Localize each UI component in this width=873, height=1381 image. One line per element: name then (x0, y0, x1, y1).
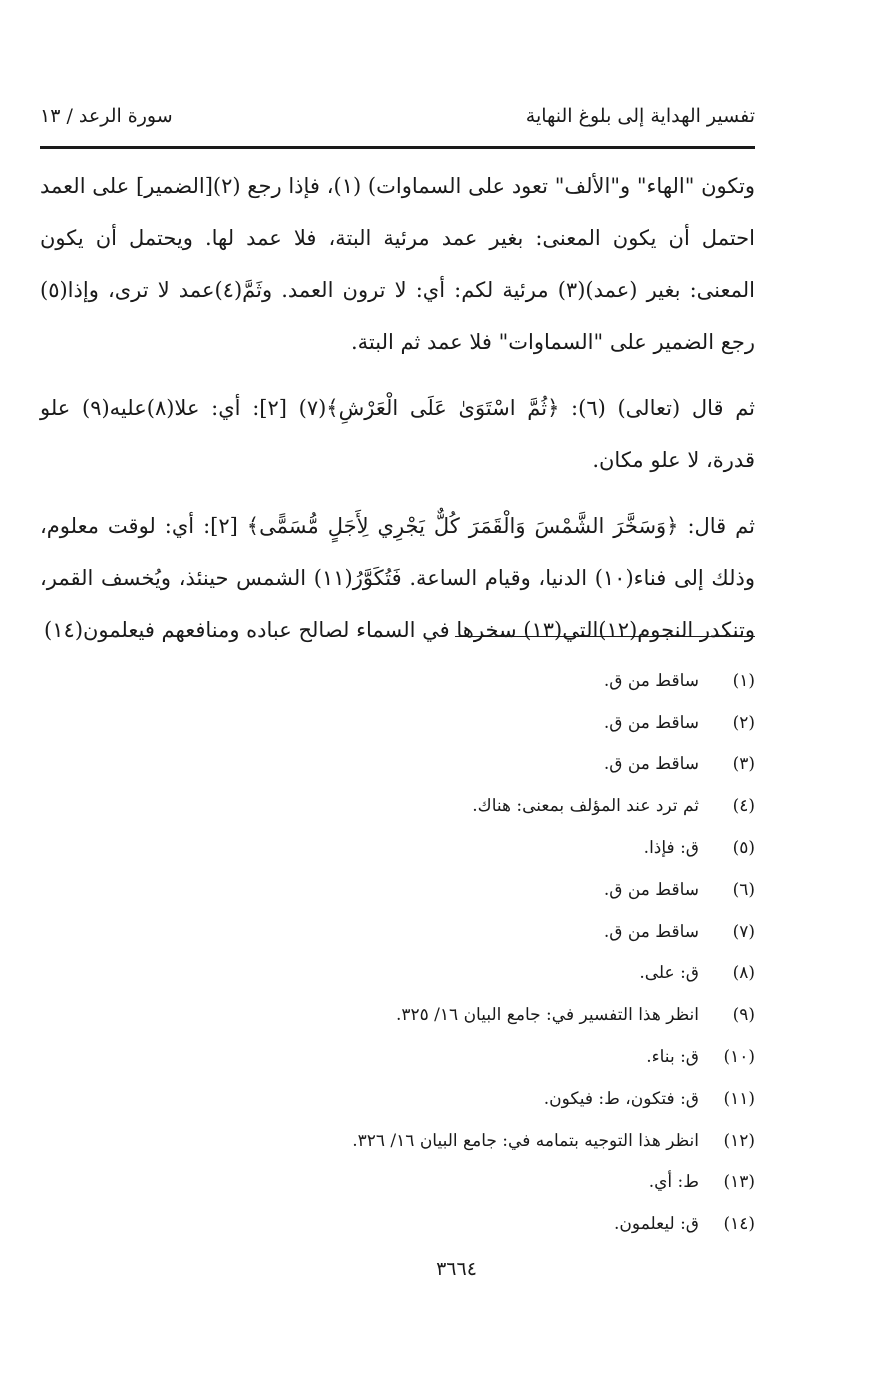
paragraph: وتكون "الهاء" و"الألف" تعود على السماوات) (١)، فإذا رجع (٢)[الضمير] على العمد احتمل أن يكون المعنى: بغير عمد مرئية البتة، فلا عمد لها. ويحتمل أن يكون المعنى: بغير (عمد)(٣) مرئية لكم: أي: لا ترون العمد. وثَمَّ(٤)عمد لا ترى، وإذا(٥) رجع الضمير على "السماوات" فلا عمد ثم البتة. (40, 174, 755, 354)
footnote-text: ط: أي. (648, 1172, 699, 1193)
footnote (40, 702, 755, 744)
page-number: ٣٦٦٤ (436, 1258, 477, 1280)
footnote (40, 1078, 755, 1120)
footnote (40, 1162, 755, 1204)
book-title: تفسير الهداية إلى بلوغ النهاية (525, 105, 755, 127)
footnote-text: ساقط من ق. (603, 879, 699, 900)
footnote (40, 785, 755, 827)
footnote-number: (٩) (732, 1005, 755, 1026)
surah-reference: سورة الرعد / ١٣ (40, 105, 173, 127)
footnote-text: ق: بناء. (646, 1047, 699, 1068)
header-divider (40, 146, 755, 149)
footnote-number: (١١) (723, 1088, 755, 1109)
footnote-number: (١٣) (723, 1172, 755, 1193)
footnote-text: انظر هذا التوجيه بتمامه في: جامع البيان ١٦/ ٣٢٦. (352, 1130, 699, 1151)
footnote (40, 994, 755, 1036)
footnote-number: (٣) (732, 754, 755, 775)
footnote-text: ساقط من ق. (603, 754, 699, 775)
footnote (40, 827, 755, 869)
footnote (40, 1203, 755, 1245)
footnote-text: ق: فتكون، ط: فيكون. (543, 1088, 699, 1109)
main-text (40, 160, 755, 670)
footnote-number: (٤) (732, 796, 755, 817)
footnote-text: ساقط من ق. (603, 921, 699, 942)
footnote-text: ساقط من ق. (603, 670, 699, 691)
footnote-number: (١٤) (723, 1214, 755, 1235)
footnote (40, 869, 755, 911)
footnote-number: (١٢) (723, 1130, 755, 1151)
footnote (40, 953, 755, 995)
paragraph: ثم قال (تعالى) (٦): ﴿ثُمَّ اسْتَوَىٰ عَلَى الْعَرْشِ﴾(٧) [٢]: أي: علا(٨)عليه(٩) علو قدرة، لا علو مكان. (40, 396, 756, 472)
footnote-number: (٨) (732, 963, 755, 984)
footnote-text: ق: فإذا. (643, 838, 699, 859)
footnote (40, 1036, 755, 1078)
footnote-number: (١٠) (723, 1047, 755, 1068)
footnote-text: انظر هذا التفسير في: جامع البيان ١٦/ ٣٢٥. (395, 1005, 699, 1026)
footnote-text: ق: ليعلمون. (614, 1214, 699, 1235)
footnote-divider (455, 636, 755, 637)
footnote-number: (٧) (732, 921, 755, 942)
footnote-number: (٥) (732, 838, 755, 859)
paragraph: ثم قال: ﴿وَسَخَّرَ الشَّمْسَ وَالْقَمَرَ كُلٌّ يَجْرِي لِأَجَلٍ مُّسَمًّى﴾ [٢]: أي: لوقت معلوم، وذلك إلى فناء(١٠) الدنيا، وقيام الساعة. فَتُكَوَّرُ(١١) الشمس حينئذ، ويُخسف القمر، وتنكدر النجوم(١٢)التي(١٣) سخرها في السماء لصالح عباده ومنافعهم فيعلمون(١٤) (40, 514, 755, 642)
footnote (40, 744, 755, 786)
footnote-number: (٦) (732, 879, 755, 900)
footnote-text: ق: على. (639, 963, 699, 984)
footnote (40, 1120, 755, 1162)
running-header (40, 96, 755, 136)
footnote (40, 911, 755, 953)
footnote (40, 660, 755, 702)
footnote-text: ثم ترد عند المؤلف بمعنى: هناك. (472, 796, 699, 817)
footnotes (40, 660, 755, 1245)
footnote-text: ساقط من ق. (603, 712, 699, 733)
footnote-number: (٢) (732, 712, 755, 733)
footnote-number: (١) (732, 670, 755, 691)
